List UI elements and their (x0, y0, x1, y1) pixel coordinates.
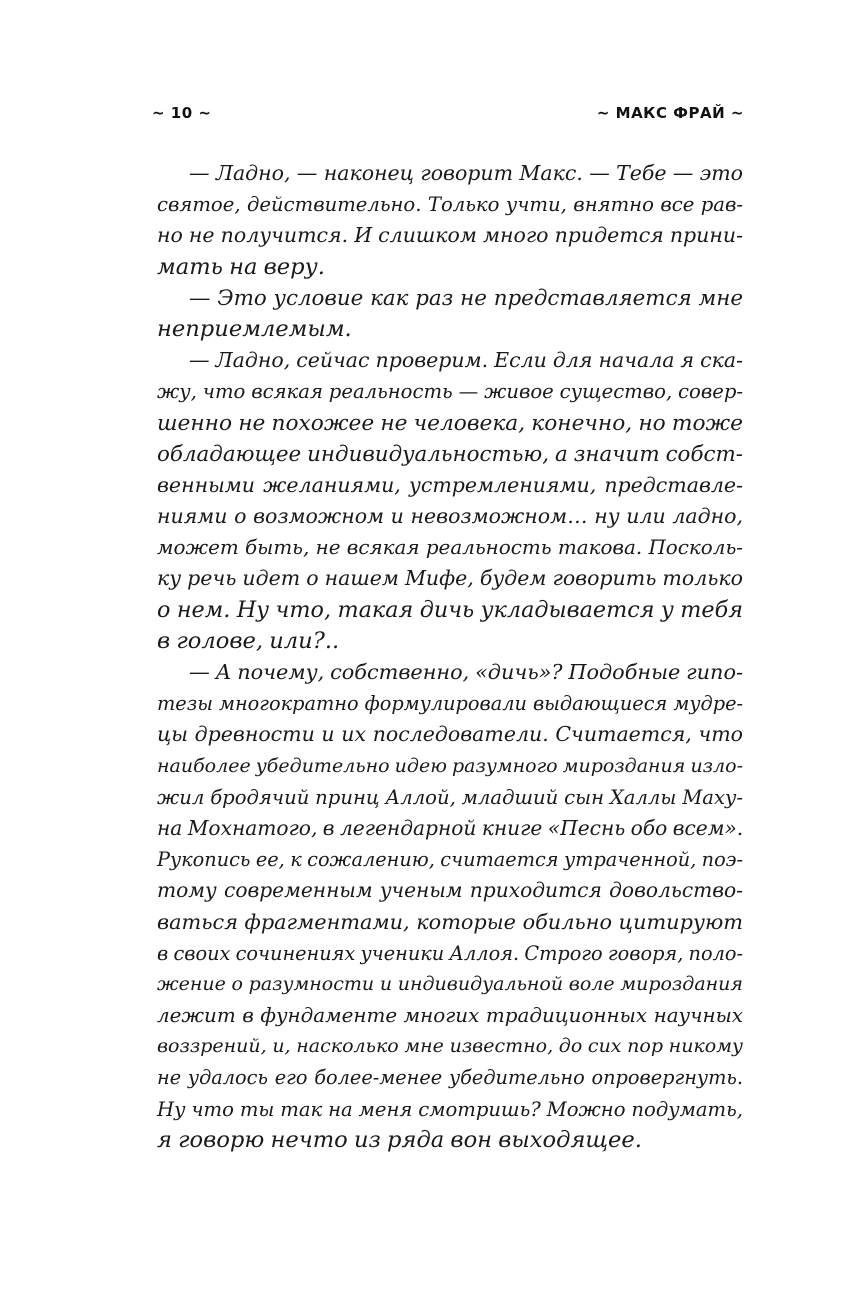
running-head (152, 104, 744, 130)
text-line: я говорю нечто из ряда вон выходящее. (157, 1126, 642, 1153)
text-line: о нем. Ну что, такая дичь укладывается у тебя (157, 596, 743, 623)
text-line: воззрений, и, насколько мне известно, до сих пор никому (157, 1035, 743, 1058)
text-line: но не получится. И слишком много придется прини- (157, 223, 743, 248)
text-line: мать на веру. (157, 253, 325, 280)
text-line: — А почему, собственно, «дичь»? Подобные гипо- (189, 660, 743, 684)
text-line: — Это условие как раз не представляется мне (189, 285, 743, 311)
text-line: тому современным ученым приходится довольство- (157, 878, 743, 903)
text-line: не удалось его более-менее убедительно опровергнуть. (157, 1066, 743, 1090)
text-line: в своих сочинениях ученики Аллоя. Строго говоря, поло- (157, 941, 743, 965)
text-line: цы древности и их последователи. Считается, что (157, 722, 743, 747)
text-line: жу, что всякая реальность — живое существо, совер- (157, 380, 743, 404)
text-line: Ну что ты так на меня смотришь? Можно подумать, (157, 1097, 743, 1121)
text-line: венными желаниями, устремлениями, представле- (157, 472, 743, 497)
text-line: Рукопись ее, к сожалению, считается утраченной, поэ- (157, 848, 743, 872)
text-line: — Ладно, сейчас проверим. Если для начала я ска- (189, 348, 743, 373)
text-line: на Мохнатого, в легендарной книге «Песнь обо всем». (157, 815, 744, 840)
text-line: жение о разумности и индивидуальной воле мироздания (157, 972, 743, 995)
text-line: тезы многократно формулировали выдающиеся мудре- (157, 692, 743, 716)
text-line: обладающее индивидуальностью, а значит собст- (157, 441, 743, 467)
text-line: жил бродячий принц Аллой, младший сын Халлы Маху- (157, 785, 743, 809)
text-line: наиболее убедительно идею разумного мироздания изло- (157, 754, 743, 777)
text-line: лежит в фундаменте многих традиционных научных (157, 1004, 743, 1028)
page-number: ~ 10 ~ (152, 104, 212, 122)
text-line: — Ладно, — наконец говорит Макс. — Тебе — это (189, 161, 743, 185)
text-line: шенно не похожее не человека, конечно, но тоже (157, 410, 743, 436)
author-name: ~ МАКС ФРАЙ ~ (596, 104, 744, 122)
text-line: в голове, или?.. (157, 627, 340, 654)
text-line: святое, действительно. Только учти, внятно все рав- (157, 193, 743, 217)
text-line: ниями о возможном и невозможном… ну или ладно, (157, 504, 743, 529)
text-line: ку речь идет о нашем Мифе, будем говорить только (157, 566, 743, 591)
text-line: неприемлемым. (157, 315, 352, 342)
body-text (157, 158, 743, 1156)
text-line: может быть, не всякая реальность такова. Посколь- (157, 536, 743, 560)
text-line: ваться фрагментами, которые обильно цитируют (157, 909, 743, 934)
